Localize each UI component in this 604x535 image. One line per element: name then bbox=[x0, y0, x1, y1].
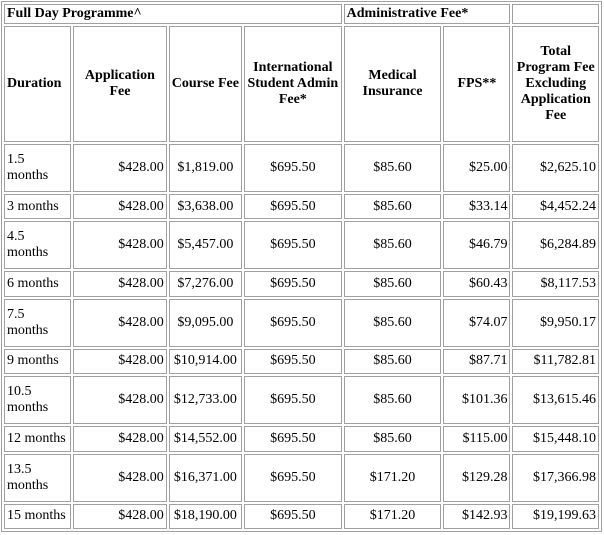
table-row bbox=[4, 504, 599, 529]
cell-medical-insurance: $85.60 bbox=[344, 349, 442, 374]
cell-duration: 7.5 months bbox=[4, 299, 71, 347]
cell-medical-insurance: $171.20 bbox=[344, 454, 442, 502]
group-header-empty bbox=[512, 4, 599, 24]
cell-course-fee: $10,914.00 bbox=[169, 349, 242, 374]
header-duration: Duration bbox=[4, 26, 71, 142]
header-total-program-fee: Total Program Fee Excluding Application Fee bbox=[512, 26, 599, 142]
cell-international-student-admin-fee: $695.50 bbox=[244, 349, 342, 374]
cell-total-program-fee: $15,448.10 bbox=[512, 426, 599, 451]
cell-international-student-admin-fee: $695.50 bbox=[244, 221, 342, 269]
group-header-administrative-fee: Administrative Fee* bbox=[344, 4, 511, 24]
cell-application-fee: $428.00 bbox=[73, 194, 167, 219]
cell-fps: $101.36 bbox=[443, 376, 510, 424]
cell-fps: $87.71 bbox=[443, 349, 510, 374]
cell-duration: 15 months bbox=[4, 504, 71, 529]
cell-application-fee: $428.00 bbox=[73, 504, 167, 529]
group-header-row bbox=[4, 4, 599, 24]
cell-international-student-admin-fee: $695.50 bbox=[244, 194, 342, 219]
cell-course-fee: $3,638.00 bbox=[169, 194, 242, 219]
cell-duration: 1.5 months bbox=[4, 144, 71, 192]
cell-medical-insurance: $85.60 bbox=[344, 194, 442, 219]
cell-medical-insurance: $85.60 bbox=[344, 271, 442, 296]
table-row bbox=[4, 376, 599, 424]
cell-total-program-fee: $17,366.98 bbox=[512, 454, 599, 502]
cell-duration: 6 months bbox=[4, 271, 71, 296]
cell-total-program-fee: $11,782.81 bbox=[512, 349, 599, 374]
cell-duration: 12 months bbox=[4, 426, 71, 451]
cell-application-fee: $428.00 bbox=[73, 221, 167, 269]
cell-course-fee: $7,276.00 bbox=[169, 271, 242, 296]
cell-duration: 13.5 months bbox=[4, 454, 71, 502]
cell-application-fee: $428.00 bbox=[73, 349, 167, 374]
header-fps: FPS** bbox=[443, 26, 510, 142]
cell-course-fee: $14,552.00 bbox=[169, 426, 242, 451]
cell-duration: 4.5 months bbox=[4, 221, 71, 269]
header-medical-insurance: Medical Insurance bbox=[344, 26, 442, 142]
cell-international-student-admin-fee: $695.50 bbox=[244, 144, 342, 192]
cell-duration: 10.5 months bbox=[4, 376, 71, 424]
cell-international-student-admin-fee: $695.50 bbox=[244, 271, 342, 296]
cell-fps: $60.43 bbox=[443, 271, 510, 296]
cell-total-program-fee: $6,284.89 bbox=[512, 221, 599, 269]
cell-medical-insurance: $85.60 bbox=[344, 299, 442, 347]
cell-application-fee: $428.00 bbox=[73, 376, 167, 424]
cell-application-fee: $428.00 bbox=[73, 426, 167, 451]
header-application-fee: Application Fee bbox=[73, 26, 167, 142]
cell-application-fee: $428.00 bbox=[73, 454, 167, 502]
cell-fps: $46.79 bbox=[443, 221, 510, 269]
header-course-fee: Course Fee bbox=[169, 26, 242, 142]
cell-course-fee: $16,371.00 bbox=[169, 454, 242, 502]
cell-international-student-admin-fee: $695.50 bbox=[244, 299, 342, 347]
cell-duration: 9 months bbox=[4, 349, 71, 374]
cell-total-program-fee: $2,625.10 bbox=[512, 144, 599, 192]
cell-course-fee: $9,095.00 bbox=[169, 299, 242, 347]
cell-course-fee: $1,819.00 bbox=[169, 144, 242, 192]
cell-total-program-fee: $9,950.17 bbox=[512, 299, 599, 347]
fee-table bbox=[1, 1, 602, 532]
cell-application-fee: $428.00 bbox=[73, 271, 167, 296]
cell-medical-insurance: $85.60 bbox=[344, 221, 442, 269]
table-row bbox=[4, 271, 599, 296]
cell-international-student-admin-fee: $695.50 bbox=[244, 454, 342, 502]
column-header-row bbox=[4, 26, 599, 142]
cell-course-fee: $5,457.00 bbox=[169, 221, 242, 269]
cell-application-fee: $428.00 bbox=[73, 299, 167, 347]
cell-medical-insurance: $85.60 bbox=[344, 144, 442, 192]
cell-fps: $25.00 bbox=[443, 144, 510, 192]
cell-international-student-admin-fee: $695.50 bbox=[244, 504, 342, 529]
header-international-student-admin-fee: International Student Admin Fee* bbox=[244, 26, 342, 142]
cell-course-fee: $18,190.00 bbox=[169, 504, 242, 529]
fee-table-body bbox=[4, 4, 599, 529]
cell-application-fee: $428.00 bbox=[73, 144, 167, 192]
table-row bbox=[4, 194, 599, 219]
cell-medical-insurance: $171.20 bbox=[344, 504, 442, 529]
cell-total-program-fee: $13,615.46 bbox=[512, 376, 599, 424]
cell-fps: $129.28 bbox=[443, 454, 510, 502]
cell-fps: $74.07 bbox=[443, 299, 510, 347]
table-row bbox=[4, 144, 599, 192]
cell-fps: $142.93 bbox=[443, 504, 510, 529]
cell-medical-insurance: $85.60 bbox=[344, 426, 442, 451]
cell-duration: 3 months bbox=[4, 194, 71, 219]
cell-total-program-fee: $8,117.53 bbox=[512, 271, 599, 296]
cell-international-student-admin-fee: $695.50 bbox=[244, 426, 342, 451]
cell-course-fee: $12,733.00 bbox=[169, 376, 242, 424]
cell-fps: $115.00 bbox=[443, 426, 510, 451]
table-row bbox=[4, 426, 599, 451]
group-header-full-day: Full Day Programme^ bbox=[4, 4, 342, 24]
table-row bbox=[4, 299, 599, 347]
cell-total-program-fee: $19,199.63 bbox=[512, 504, 599, 529]
cell-total-program-fee: $4,452.24 bbox=[512, 194, 599, 219]
table-row bbox=[4, 349, 599, 374]
cell-international-student-admin-fee: $695.50 bbox=[244, 376, 342, 424]
table-row bbox=[4, 221, 599, 269]
cell-fps: $33.14 bbox=[443, 194, 510, 219]
table-row bbox=[4, 454, 599, 502]
cell-medical-insurance: $85.60 bbox=[344, 376, 442, 424]
